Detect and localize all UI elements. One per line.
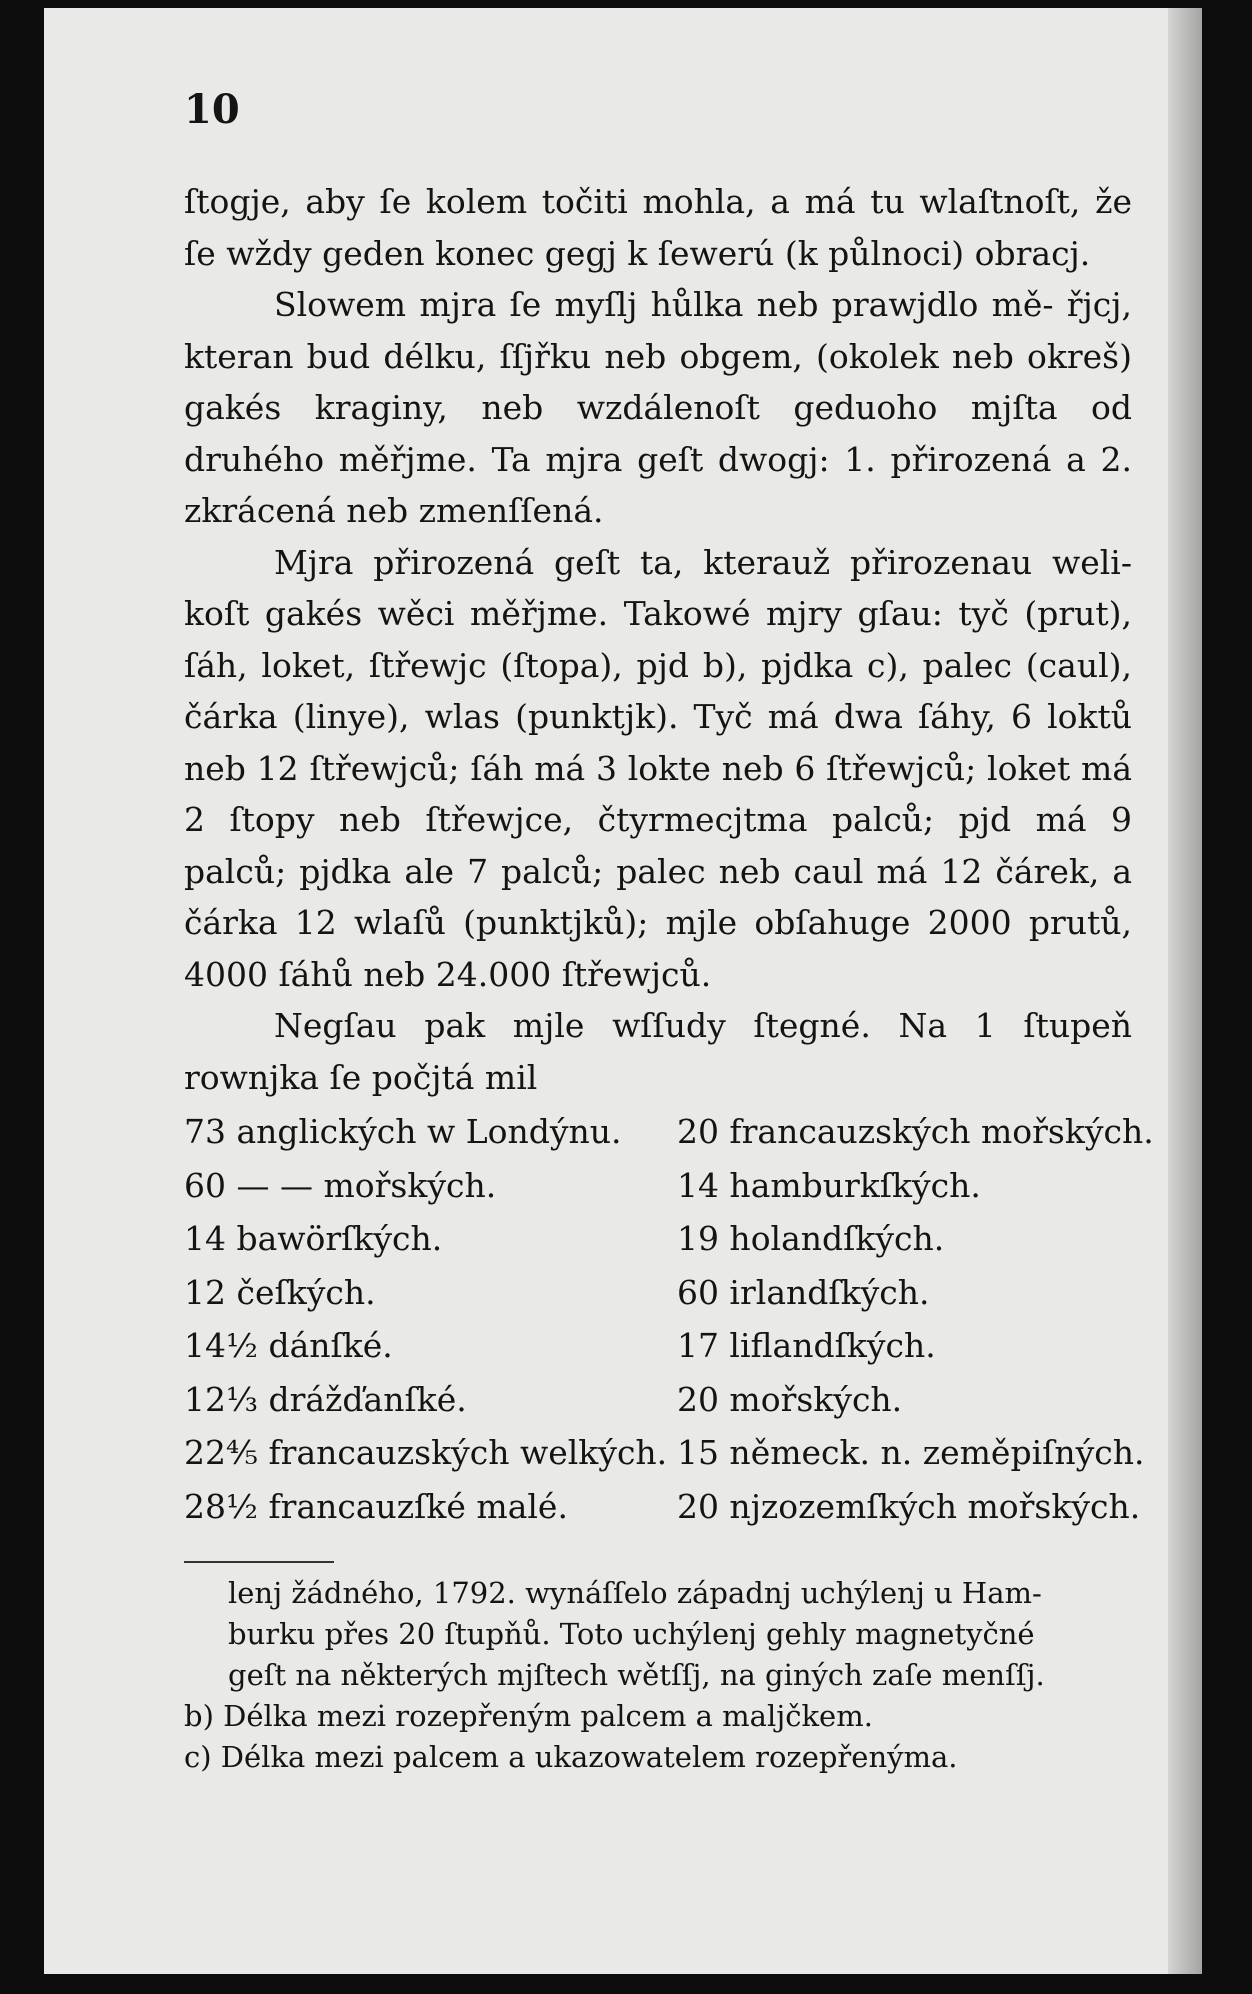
book-page bbox=[44, 8, 1202, 1974]
miles-cell-left: 28½ francauzſké malé. bbox=[184, 1486, 568, 1526]
miles-cell-left: 14 bawörſkých. bbox=[184, 1219, 443, 1258]
miles-cell-left: 14½ dánſké. bbox=[184, 1326, 393, 1365]
text-line: loktů neb 12 ſtřewjců; ſáh má 3 lokte neb 6 ſtřewjců; bbox=[184, 697, 1132, 788]
text-line: Mjra přirozená geſt ta, kterauž přirozenau weli- bbox=[274, 542, 1132, 582]
text-line: čárek, a čárka 12 wlaſů (punktjků); mjle obſahuge 2000 bbox=[184, 851, 1132, 942]
text-line: Slowem mjra ſe myſlj hůlka neb prawjdlo mě- bbox=[274, 285, 1054, 324]
miles-row bbox=[184, 1105, 1154, 1159]
footnote-continuation-line: geſt na některých mjſtech wětſſj, na giných zaſe menſſj. bbox=[228, 1658, 1045, 1692]
miles-cell-left: 12⅓ drážďanſké. bbox=[184, 1379, 467, 1419]
text-line: má 9 palců; pjdka ale 7 palců; palec neb caul má 12 bbox=[184, 800, 1133, 891]
page-number: 10 bbox=[184, 86, 240, 133]
paragraph-mjle bbox=[184, 1000, 1132, 1103]
page-edge-shadow bbox=[1168, 8, 1202, 1974]
text-line: a 2. zkrácená neb zmenſſená. bbox=[184, 439, 1132, 530]
text-line: ſtogje, aby ſe kolem točiti mohla, a má tu wlaſtnoſt, že bbox=[184, 182, 1132, 221]
text-line: prutů, 4000 ſáhů neb 24.000 ſtřewjců. bbox=[184, 903, 1132, 994]
body-text bbox=[184, 176, 1132, 1103]
footnote-continuation-line: burku přes 20 ſtupňů. Toto uchýlenj gehly magnetyčné bbox=[228, 1617, 1035, 1651]
miles-cell-right: 17 liflandſkých. bbox=[676, 1326, 936, 1365]
miles-row bbox=[184, 1426, 1145, 1480]
miles-row bbox=[184, 1212, 1132, 1266]
miles-cell-left: 60 — — mořských. bbox=[184, 1165, 497, 1205]
miles-cell-right: 15 německ. n. zeměpiſných. bbox=[676, 1433, 1145, 1472]
miles-cell-left: 12 čeſkých. bbox=[184, 1272, 376, 1312]
footnote-b: b) Délka mezi rozepřeným palcem a maljčkem. bbox=[184, 1699, 873, 1733]
footnote-divider bbox=[184, 1561, 334, 1563]
miles-cell-left: 73 anglických w Londýnu. bbox=[184, 1112, 622, 1151]
miles-cell-right: 14 hamburkſkých. bbox=[676, 1165, 981, 1205]
miles-table bbox=[184, 1105, 1154, 1533]
text-line: okreš) gakés kraginy, neb wzdálenoſt geduoho mjſta od bbox=[184, 336, 1132, 427]
miles-row bbox=[184, 1480, 1141, 1534]
text-line: řjcj, kteran bud délku, ſſjřku neb obgem, (okolek neb bbox=[184, 285, 1132, 376]
paragraph-1 bbox=[184, 176, 1132, 279]
footnote-continuation-line: lenj žádného, 1792. wynáſſelo západnj uchýlenj u Ham- bbox=[228, 1576, 1042, 1610]
paragraph-mjra-definition bbox=[184, 279, 1132, 537]
text-line: ſáh, loket, ſtřewjc (ſtopa), pjd b), pjdka c), palec (caul), bbox=[184, 645, 1132, 685]
miles-row bbox=[184, 1159, 1132, 1213]
text-line: loket má 2 ſtopy neb ſtřewjce, čtyrmecjtma palců; pjd bbox=[184, 748, 1132, 839]
miles-cell-left: 22⅘ francauzských welkých. bbox=[184, 1433, 668, 1472]
footnote-c: c) Délka mezi palcem a ukazowatelem rozepřenýma. bbox=[184, 1740, 958, 1774]
text-line: koſt gakés wěci měřjme. Takowé mjry gſau: tyč (prut), bbox=[184, 594, 1132, 633]
miles-cell-right: 20 njzozemſkých mořských. bbox=[676, 1486, 1141, 1526]
text-line: čárka (linye), wlas (punktjk). Tyč má dwa ſáhy, 6 bbox=[184, 697, 1032, 736]
miles-row bbox=[184, 1373, 1132, 1427]
miles-cell-right: 20 francauzských mořských. bbox=[676, 1112, 1154, 1151]
text-line: druhého měřjme. Ta mjra geſt dwogj: 1. přirozená bbox=[184, 439, 1052, 479]
miles-cell-right: 60 irlandſkých. bbox=[676, 1272, 930, 1312]
miles-cell-right: 19 holandſkých. bbox=[676, 1219, 945, 1258]
text-line: ſe wždy geden konec gegj k ſewerú (k půlnoci) obracj. bbox=[184, 233, 1091, 273]
miles-row bbox=[184, 1319, 1132, 1373]
miles-row bbox=[184, 1266, 1132, 1320]
text-line: rownjka ſe počjtá mil bbox=[184, 1057, 538, 1097]
text-line: Negſau pak mjle wſſudy ſtegné. Na 1 ſtupeň bbox=[274, 1006, 1132, 1045]
miles-cell-right: 20 mořských. bbox=[676, 1379, 903, 1419]
paragraph-mjra-prirozena bbox=[184, 537, 1132, 1001]
footnotes bbox=[184, 1573, 1132, 1778]
